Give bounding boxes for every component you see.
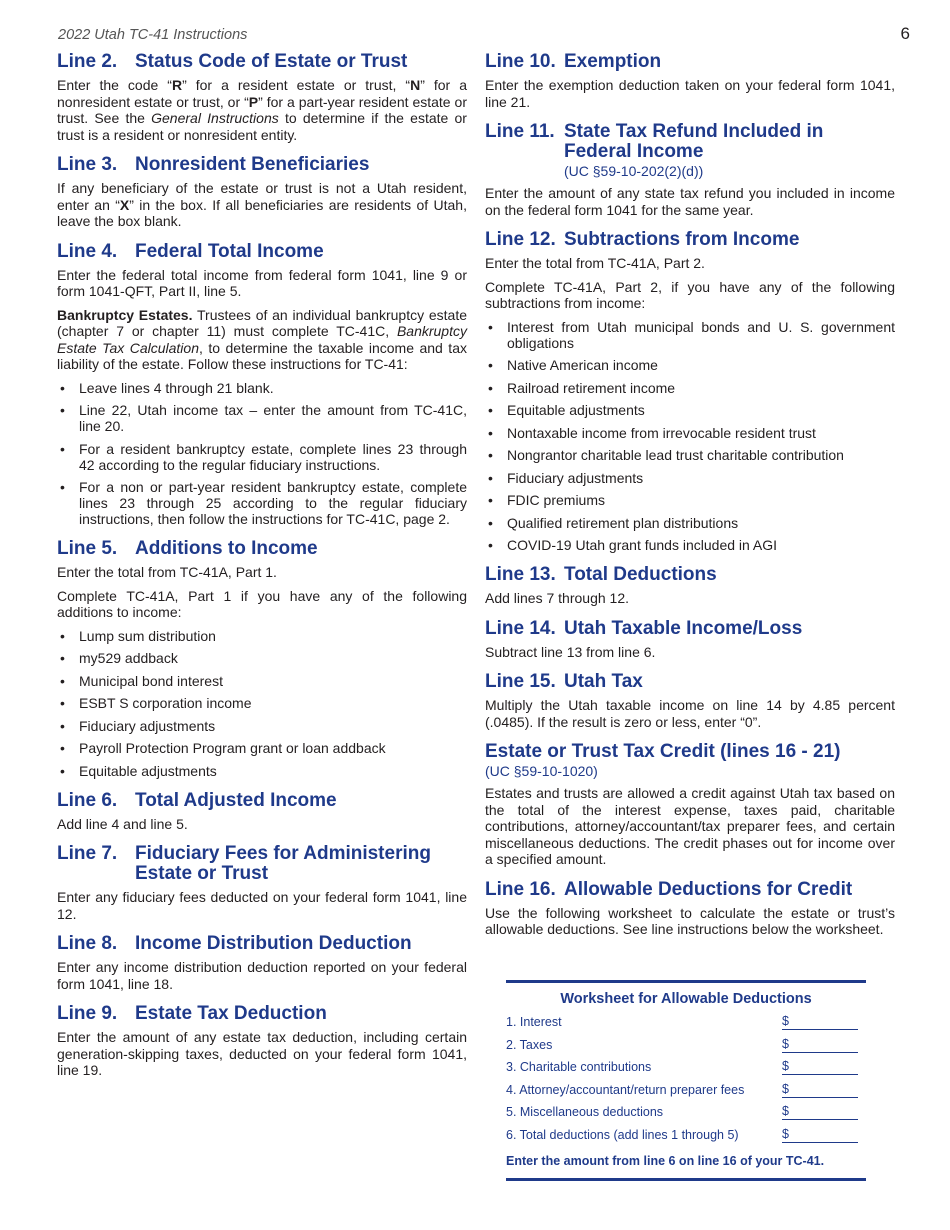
- line-title: Estate Tax Deduction: [135, 1003, 327, 1024]
- list-item: • COVID-19 Utah grant funds included in AGI: [485, 537, 895, 553]
- line-title: Income Distribution Deduction: [135, 933, 412, 954]
- worksheet-amount-field[interactable]: $: [782, 1083, 858, 1098]
- line-title: Total Adjusted Income: [135, 789, 337, 811]
- line-number: Line 4.: [57, 240, 118, 262]
- line-title: Exemption: [564, 51, 662, 72]
- line-5-bullets: [57, 628, 467, 779]
- worksheet-row: [506, 1083, 866, 1106]
- line-number: Line 5.: [57, 538, 118, 559]
- bankruptcy-estates-text: Bankruptcy Estates. Trustees of an individual bankruptcy estate (chapter 7 or chapter 11) must complete TC-41C, Bankruptcy Estate Tax Calculation, to determine the taxable income and tax liability of the estate. Follow these instructions for TC-41:: [57, 306, 467, 372]
- worksheet-row-label: 4. Attorney/accountant/return preparer fees: [506, 1082, 745, 1097]
- left-column: [57, 52, 467, 1091]
- line-14-text: Subtract line 13 from line 6.: [485, 643, 656, 660]
- list-item: • ESBT S corporation income: [57, 695, 467, 711]
- section-tax-credit: [485, 742, 895, 868]
- line-12-bullets: [485, 319, 895, 554]
- line-number: Line 6.: [57, 789, 118, 811]
- tax-credit-text: Estates and trusts are allowed a credit against Utah tax based on the total of the interest expense, taxes paid, charitable contributions, attorney/accountant/tax preparer fees, and certain miscellaneous deductions. The credit phases out for income over a specified amount.: [485, 785, 895, 867]
- worksheet-row-label: 3. Charitable contributions: [506, 1060, 652, 1074]
- line-number: Line 14.: [485, 617, 556, 639]
- line-7-heading: [57, 844, 467, 884]
- section-line-8: [57, 934, 467, 992]
- line-number: Line 10.: [485, 51, 556, 72]
- line-title: Nonresident Beneficiaries: [135, 154, 370, 175]
- line-15-text: Multiply the Utah taxable income on line 14 by 4.85 percent (.0485). If the result is zero or less, enter “0”.: [485, 697, 895, 730]
- line-title: Additions to Income: [135, 538, 318, 559]
- section-line-12: [485, 230, 895, 553]
- line-13-text: Add lines 7 through 12.: [485, 590, 629, 606]
- line-6-heading: [57, 791, 467, 811]
- tax-credit-heading: [485, 742, 895, 762]
- line-12-heading: [485, 230, 895, 250]
- list-item: • Lump sum distribution: [57, 628, 467, 644]
- list-item: • Interest from Utah municipal bonds and U. S. government obligations: [485, 319, 895, 351]
- worksheet-row: [506, 1060, 866, 1083]
- line-title: Utah Taxable Income/Loss: [564, 617, 803, 639]
- line-6-text: Add line 4 and line 5.: [57, 815, 188, 832]
- list-item: • Leave lines 4 through 21 blank.: [57, 380, 467, 396]
- line-2-text: Enter the code “R” for a resident estate or trust, “N” for a nonresident estate or trust, or “P” for a part-year resident estate or trust. See the General Instructions to determine if the estate or trust is a resident or nonresident entity.: [57, 77, 467, 143]
- line-2-heading: [57, 52, 467, 72]
- line-number: Line 7.: [57, 843, 118, 864]
- line-number: Line 13.: [485, 564, 556, 585]
- list-item: • Nongrantor charitable lead trust charitable contribution: [485, 447, 895, 463]
- line-11-heading: [485, 122, 895, 162]
- right-column: [485, 52, 895, 950]
- worksheet-amount-field[interactable]: $: [782, 1038, 858, 1053]
- section-line-10: [485, 52, 895, 110]
- line-12-text: Enter the total from TC-41A, Part 2.: [485, 255, 705, 271]
- line-8-heading: [57, 934, 467, 954]
- line-9-heading: [57, 1004, 467, 1024]
- list-item: • Railroad retirement income: [485, 380, 895, 396]
- list-item: • Native American income: [485, 357, 895, 373]
- document-header-title: 2022 Utah TC-41 Instructions: [58, 27, 248, 43]
- line-title: Total Deductions: [564, 564, 717, 585]
- line-5-text: Enter the total from TC-41A, Part 1.: [57, 564, 277, 580]
- section-line-7: [57, 844, 467, 922]
- allowable-deductions-worksheet: [506, 980, 866, 1181]
- section-line-2: [57, 52, 467, 143]
- list-item: • Nontaxable income from irrevocable resident trust: [485, 425, 895, 441]
- line-number: Line 3.: [57, 154, 118, 175]
- section-line-13: [485, 565, 895, 607]
- line-7-text: Enter any fiduciary fees deducted on your federal form 1041, line 12.: [57, 889, 467, 922]
- line-title: Subtractions from Income: [564, 229, 800, 250]
- line-number: Line 9.: [57, 1003, 118, 1024]
- list-item: • Municipal bond interest: [57, 673, 467, 689]
- list-item: • For a non or part-year resident bankruptcy estate, complete lines 23 through 25 according to the regular fiduciary instructions, then follow the instructions for TC-41C, page 2.: [57, 479, 467, 527]
- line-16-text: Use the following worksheet to calculate the estate or trust’s allowable deductions. See line instructions below the worksheet.: [485, 904, 895, 937]
- worksheet-row: [506, 1015, 866, 1038]
- worksheet-row: [506, 1038, 866, 1061]
- section-line-16: [485, 880, 895, 938]
- list-item: • Equitable adjustments: [485, 402, 895, 418]
- list-item: • FDIC premiums: [485, 492, 895, 508]
- line-11-citation: (UC §59-10-202(2)(d)): [564, 163, 704, 179]
- line-12-text-2: Complete TC-41A, Part 2, if you have any of the following subtractions from income:: [485, 278, 895, 311]
- line-14-heading: [485, 619, 895, 639]
- line-11-text: Enter the amount of any state tax refund you included in income on the federal form 1041 for the same year.: [485, 185, 895, 218]
- section-line-4: [57, 242, 467, 528]
- worksheet-row-label: 5. Miscellaneous deductions: [506, 1105, 664, 1119]
- list-item: • Payroll Protection Program grant or loan addback: [57, 740, 467, 756]
- section-line-9: [57, 1004, 467, 1079]
- line-number: Line 2.: [57, 51, 118, 72]
- section-line-15: [485, 672, 895, 730]
- section-line-14: [485, 619, 895, 661]
- line-5-heading: [57, 539, 467, 559]
- list-item: • Fiduciary adjustments: [485, 470, 895, 486]
- line-number: Line 15.: [485, 671, 556, 692]
- line-number: Line 16.: [485, 878, 556, 900]
- worksheet-amount-field[interactable]: $: [782, 1015, 858, 1030]
- line-10-text: Enter the exemption deduction taken on your federal form 1041, line 21.: [485, 77, 895, 110]
- line-title: Status Code of Estate or Trust: [135, 51, 408, 72]
- line-title: State Tax Refund Included in Federal Income: [564, 121, 824, 162]
- list-item: • For a resident bankruptcy estate, complete lines 23 through 42 according to the regular fiduciary instructions.: [57, 441, 467, 473]
- worksheet-footer-instruction: Enter the amount from line 6 on line 16 of your TC-41.: [506, 1154, 825, 1168]
- list-item: • Equitable adjustments: [57, 763, 467, 779]
- line-15-heading: [485, 672, 895, 692]
- list-item: • Qualified retirement plan distributions: [485, 515, 895, 531]
- line-title: Fiduciary Fees for Administering Estate or Trust: [135, 843, 431, 884]
- line-5-text-2: Complete TC-41A, Part 1 if you have any of the following additions to income:: [57, 587, 467, 620]
- worksheet-amount-field[interactable]: $: [782, 1060, 858, 1075]
- section-line-6: [57, 791, 467, 833]
- line-4-heading: [57, 242, 467, 262]
- line-13-heading: [485, 565, 895, 585]
- list-item: • Fiduciary adjustments: [57, 718, 467, 734]
- worksheet-row-label: 2. Taxes: [506, 1037, 553, 1052]
- worksheet-amount-field[interactable]: $: [782, 1128, 858, 1143]
- list-item: • Line 22, Utah income tax – enter the amount from TC-41C, line 20.: [57, 402, 467, 434]
- line-title: Utah Tax: [564, 671, 643, 692]
- page-number: 6: [900, 24, 910, 43]
- line-number: Line 11.: [485, 121, 555, 142]
- line-number: Line 8.: [57, 933, 118, 954]
- line-9-text: Enter the amount of any estate tax deduction, including certain generation-skipping taxes, deducted on your federal form 1041, line 19.: [57, 1029, 467, 1078]
- tax-credit-citation: (UC §59-10-1020): [485, 763, 598, 779]
- line-title: Estate or Trust Tax Credit (lines 16 - 21): [485, 741, 841, 762]
- worksheet-title: Worksheet for Allowable Deductions: [560, 991, 812, 1007]
- line-16-heading: [485, 880, 895, 900]
- line-10-heading: [485, 52, 895, 72]
- worksheet-amount-field[interactable]: $: [782, 1105, 858, 1120]
- list-item: • my529 addback: [57, 650, 467, 666]
- section-line-3: [57, 155, 467, 230]
- worksheet-row-label: 1. Interest: [506, 1015, 562, 1029]
- line-8-text: Enter any income distribution deduction reported on your federal form 1041, line 18.: [57, 959, 467, 992]
- worksheet-row: [506, 1105, 866, 1128]
- line-4-bullets: [57, 380, 467, 528]
- worksheet-row: [506, 1128, 866, 1151]
- section-line-11: [485, 122, 895, 218]
- worksheet-row-label: 6. Total deductions (add lines 1 through 5): [506, 1127, 739, 1142]
- line-4-text: Enter the federal total income from federal form 1041, line 9 or form 1041-QFT, Part II, line 5.: [57, 266, 467, 299]
- line-3-text: If any beneficiary of the estate or trust is not a Utah resident, enter an “X” in the box. If all beneficiaries are residents of Utah, leave the box blank.: [57, 180, 467, 229]
- line-3-heading: [57, 155, 467, 175]
- line-title: Allowable Deductions for Credit: [564, 878, 853, 900]
- section-line-5: [57, 539, 467, 779]
- line-title: Federal Total Income: [135, 240, 324, 262]
- line-number: Line 12.: [485, 229, 556, 250]
